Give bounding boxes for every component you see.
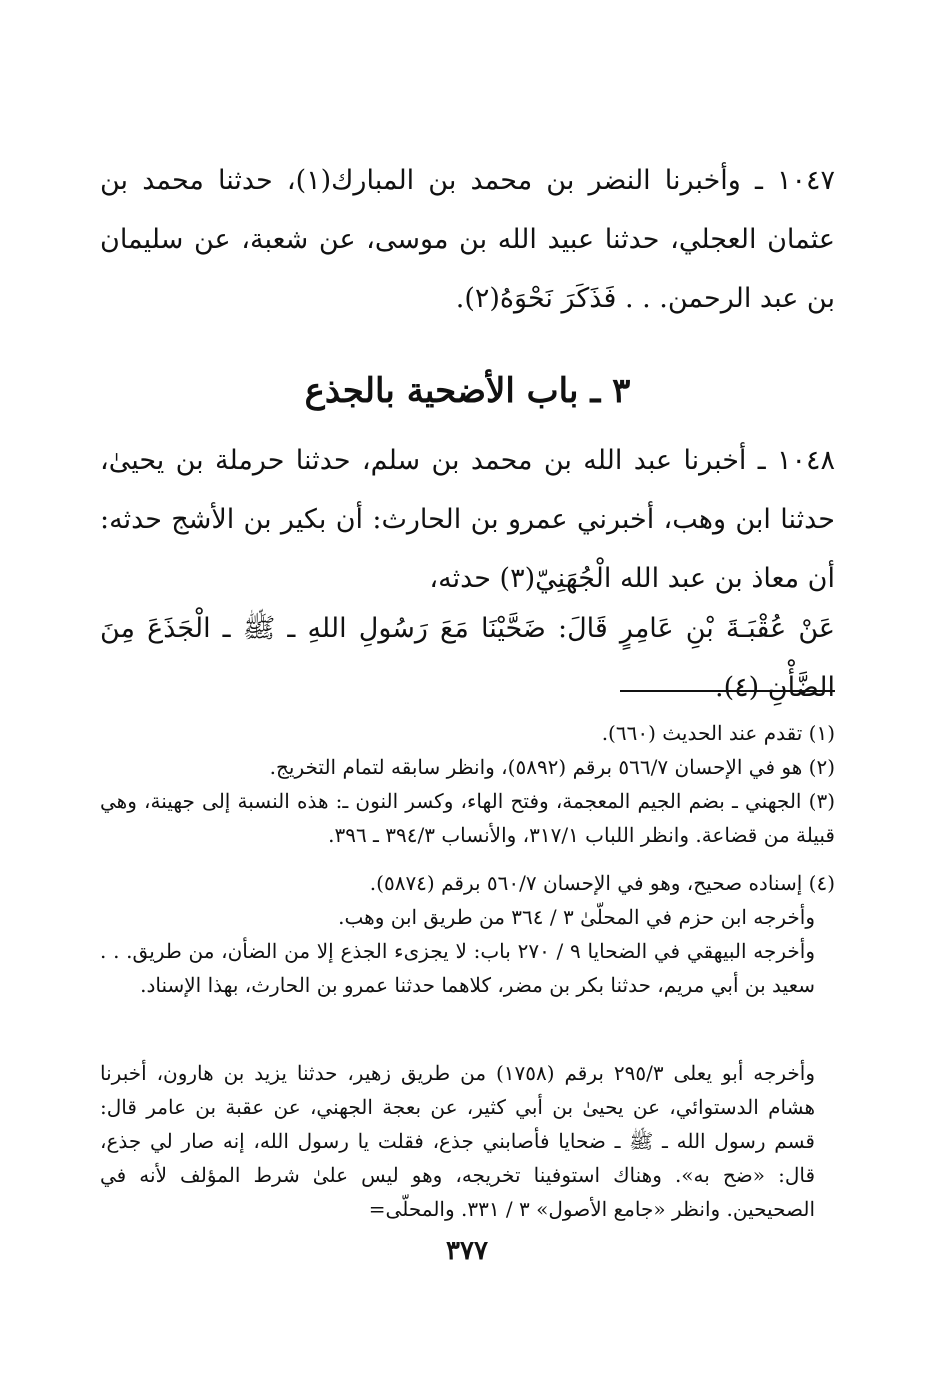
footnote-separator — [620, 690, 835, 692]
hadith-1048-isnad: ١٠٤٨ ـ أخبرنا عبد الله بن محمد بن سلم، حدثنا حرملة بن يحيىٰ، حدثنا ابن وهب، أخبرني عمرو بن الحارث: أن بكير بن الأشج حدثه: أن معاذ بن عبد الله الْجُهَنِيّ(٣) حدثه، — [100, 445, 835, 594]
footnote-4-abu-yala: وأخرجه أبو يعلى ٢٩٥/٣ برقم (١٧٥٨) من طريق زهير، حدثنا يزيد بن هارون، أخبرنا هشام الدستوائي، عن يحيىٰ بن أبي كثير، عن بعجة الجهني، عن عقبة بن عامر قال: قسم رسول الله ـ ﷺ ـ ضحايا فأصابني جذع، فقلت يا رسول الله، إنه صار لي جذع، قال: «ضح به». وهناك استوفينا تخريجه، وهو ليس علىٰ شرط المؤلف لأنه في الصحيحين. وانظر «جامع الأصول» ٣ / ٣٣١. والمحلّى= — [100, 1061, 816, 1221]
hadith-1048-matn: عَنْ عُقْبَـةَ بْنِ عَامِرٍ قَالَ: ضَحَّيْنَا مَعَ رَسُولِ اللهِ ـ ﷺ ـ الْجَذَعَ مِنَ الضَّأْنِ (٤). — [100, 613, 835, 703]
footnote-4: (٤) إسناده صحيح، وهو في الإحسان ٥٦٠/٧ برقم (٥٨٧٤). — [369, 871, 835, 895]
page-number: ٣٧٧ — [446, 1236, 488, 1266]
chapter-title: ٣ ـ باب الأضحية بالجذع — [304, 371, 631, 412]
footnote-4-bayhaqi: وأخرجه البيهقي في الضحايا ٩ / ٢٧٠ باب: لا يجزىء الجذع إلا من الضأن، من طريق. . . سعيد بن أبي مريم، حدثنا بكر بن مضر، كلاهما حدثنا عمرو بن الحارث، بهذا الإسناد. — [100, 939, 816, 997]
footnote-1: (١) تقدم عند الحديث (٦٦٠). — [601, 721, 835, 745]
footnote-2: (٢) هو في الإحسان ٥٦٦/٧ برقم (٥٨٩٢)، وانظر سابقه لتمام التخريج. — [269, 755, 835, 779]
footnote-4-ibn-hazm: وأخرجه ابن حزم في المحلّىٰ ٣ / ٣٦٤ من طريق ابن وهب. — [338, 905, 815, 929]
footnote-3: (٣) الجهني ـ بضم الجيم المعجمة، وفتح الهاء، وكسر النون ـ: هذه النسبة إلى جهينة، وهي قبيلة من قضاعة. وانظر اللباب ٣١٧/١، والأنساب ٣٩٤/٣ ـ ٣٩٦. — [100, 789, 835, 847]
hadith-1047: ١٠٤٧ ـ وأخبرنا النضر بن محمد بن المبارك(١)، حدثنا محمد بن عثمان العجلي، حدثنا عبيد الله بن موسى، عن شعبة، عن سليمان بن عبد الرحمن. . . فَذَكَرَ نَحْوَهُ(٢). — [100, 165, 835, 314]
